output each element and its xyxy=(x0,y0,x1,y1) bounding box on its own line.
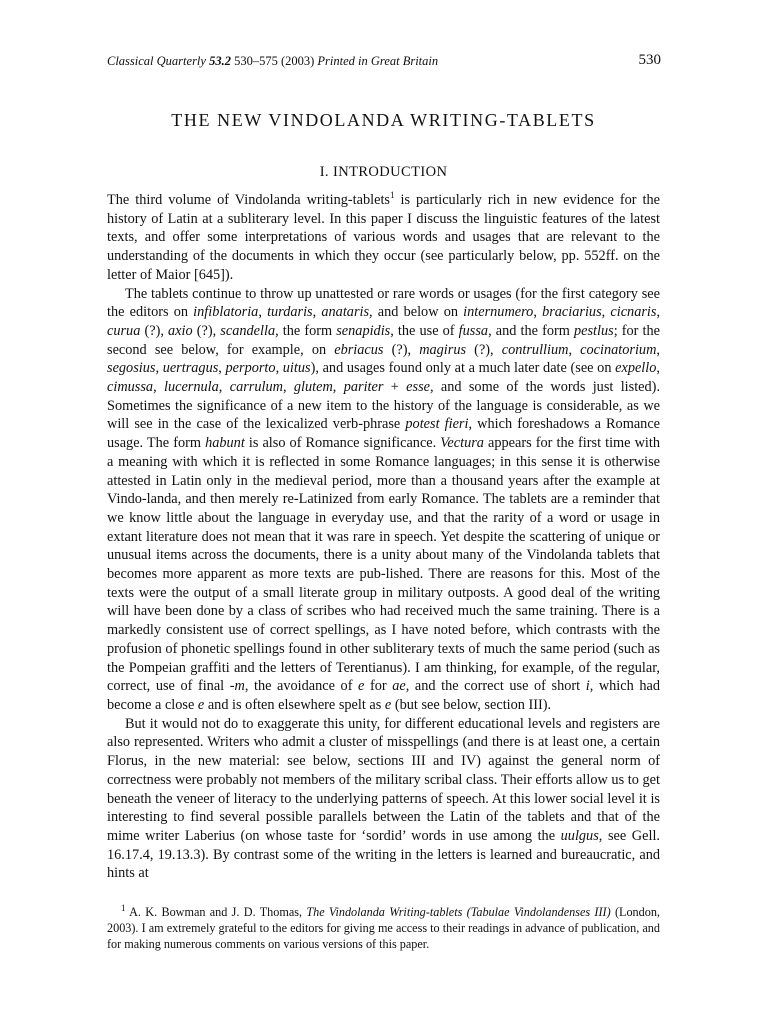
running-head xyxy=(107,52,660,70)
journal-volume: 53.2 xyxy=(209,54,231,68)
page-range: 530–575 (2003) xyxy=(234,54,315,68)
footnote: $^1$ A. K. Bowman and J. D. Thomas, The Vindolanda Writing-tablets (Tabulae Vindolandenses III) (London, 2003). I am extremely grateful to the editors for giving me access to their readings in advance of publication, and for making numerous comments on various versions of this paper. xyxy=(107,902,660,951)
journal-name: Classical Quarterly xyxy=(107,54,206,68)
body-text xyxy=(107,191,660,883)
printed-in: Printed in Great Britain xyxy=(317,54,439,68)
article-title: THE NEW VINDOLANDA WRITING-TABLETS xyxy=(171,110,596,130)
paragraph: The tablets continue to throw up unattested or rare words or usages (for the first category see the editors on infiblatoria, turdaris, anataris, and below on internumero, braciarius, cicnaris, curua (?), axio (?), scandella, the form senapidis, the use of fussa, and the form pestlus; for the second see below, for example, on ebriacus (?), magirus (?), contrullium, cocinatorium, segosius, uertragus, perporto, uitus), and usages found only at a much later date (see on expello, cimussa, lucernula, carrulum, glutem, pariter + esse, and some of the words just listed). Sometimes the significance of a new item to the history of the language is considerable, as we will see in the case of the lexicalized verb-phrase potest fieri, which foreshadows a Romance usage. The form habunt is also of Romance significance. Vectura appears for the first time with a meaning with which it is reflected in some Romance languages; in this sense it is otherwise attested in Latin only in the medieval period, more than a thousand years after the example at Vindo-landa, and then merely re-Latinized from early Romance. The tablets are a reminder that we know little about the language in everyday use, and that the rarity of a word or usage in extant literature does not mean that it was rare in speech. Yet despite the scattering of unique or unusual items across the documents, there is a unity about many of the Vindolanda tablets that becomes more apparent as more texts are pub-lished. There are reasons for this. Most of the texts were the output of a small literate group in military outposts. A good deal of the writing will have been done by a class of scribes who had received much the same training. There is a markedly consistent use of correct spellings, as I have noted before, which contrasts with the profusion of phonetic spellings found in other subliterary texts of much the same period (such as the Pompeian graffiti and the letters of Terentianus). I am thinking, for example, of the regular, correct, use of final -m, the avoidance of e for ae, and the correct use of short i, which had become a close e and is often elsewhere spelt as e (but see below, section III). xyxy=(107,285,661,713)
paragraph: The third volume of Vindolanda writing-tablets$^1$ is particularly rich in new evidence for the history of Latin at a subliterary level. In this paper I discuss the linguistic features of the latest texts, and offer some interpretations of various words and usages that are relevant to the understanding of the documents in which they occur (see particularly below, pp. 552ff. on the letter of Maior [645]). xyxy=(107,190,660,283)
section-heading: I. INTRODUCTION xyxy=(319,164,448,180)
paragraph: But it would not do to exaggerate this unity, for different educational levels and registers are also represented. Writers who admit a cluster of misspellings (and there is at least one, a certain Florus, in the new material: see below, sections III and IV) against the general norm of correctness were probably not members of the military scribal class. Their efforts allow us to get beneath the veneer of literacy to the underlying patterns of speech. At this lower social level it is interesting to find several possible parallels between the Latin of the tablets and that of the mime writer Laberius (on whose taste for ‘sordid’ words in use among the uulgus, see Gell. 16.17.4, 19.13.3). By contrast some of the writing in the letters is learned and bureaucratic, and hints at xyxy=(107,715,660,882)
page-number: 530 xyxy=(638,52,661,68)
